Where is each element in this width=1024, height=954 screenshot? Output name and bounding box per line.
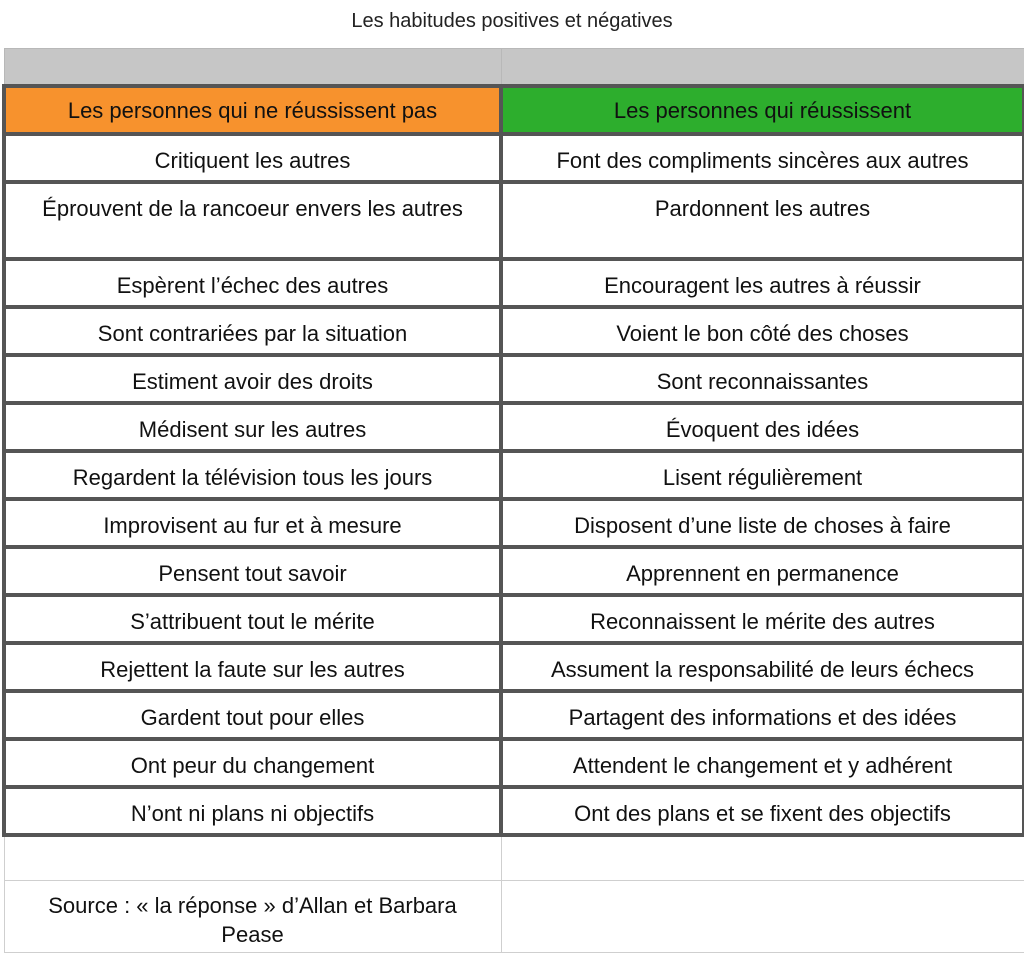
header-row: [4, 86, 1024, 134]
header-successful: Les personnes qui réussissent: [501, 86, 1024, 134]
table-row: [4, 691, 1024, 739]
cell-successful: Voient le bon côté des choses: [501, 307, 1024, 355]
top-band-row: [4, 49, 1024, 86]
source-citation: Source : « la réponse » d’Allan et Barbara Pease: [4, 881, 501, 953]
cell-successful: Assument la responsabilité de leurs échecs: [501, 643, 1024, 691]
table-row: [4, 787, 1024, 835]
table-row: [4, 307, 1024, 355]
cell-successful: Ont des plans et se fixent des objectifs: [501, 787, 1024, 835]
top-band-cell: [4, 49, 501, 86]
cell-successful: Attendent le changement et y adhérent: [501, 739, 1024, 787]
empty-row: [4, 835, 1024, 881]
table-row: [4, 182, 1024, 259]
habits-table: [2, 48, 1024, 953]
cell-unsuccessful: S’attribuent tout le mérite: [4, 595, 501, 643]
table-row: [4, 499, 1024, 547]
header-unsuccessful: Les personnes qui ne réussissent pas: [4, 86, 501, 134]
cell-successful: Pardonnent les autres: [501, 182, 1024, 259]
cell-unsuccessful: Gardent tout pour elles: [4, 691, 501, 739]
cell-successful: Apprennent en permanence: [501, 547, 1024, 595]
cell-unsuccessful: Rejettent la faute sur les autres: [4, 643, 501, 691]
source-row: [4, 881, 1024, 953]
table-row: [4, 595, 1024, 643]
top-band-cell: [501, 49, 1024, 86]
cell-unsuccessful: Éprouvent de la rancoeur envers les autres: [4, 182, 501, 259]
table-row: [4, 643, 1024, 691]
cell-successful: Encouragent les autres à réussir: [501, 259, 1024, 307]
cell-unsuccessful: Improvisent au fur et à mesure: [4, 499, 501, 547]
cell-unsuccessful: N’ont ni plans ni objectifs: [4, 787, 501, 835]
cell-unsuccessful: Médisent sur les autres: [4, 403, 501, 451]
cell-unsuccessful: Ont peur du changement: [4, 739, 501, 787]
empty-cell: [501, 881, 1024, 953]
cell-unsuccessful: Sont contrariées par la situation: [4, 307, 501, 355]
table-row: [4, 259, 1024, 307]
cell-unsuccessful: Espèrent l’échec des autres: [4, 259, 501, 307]
cell-unsuccessful: Regardent la télévision tous les jours: [4, 451, 501, 499]
cell-successful: Font des compliments sincères aux autres: [501, 134, 1024, 182]
table-row: [4, 134, 1024, 182]
empty-cell: [501, 835, 1024, 881]
cell-unsuccessful: Pensent tout savoir: [4, 547, 501, 595]
table-row: [4, 355, 1024, 403]
table-row: [4, 403, 1024, 451]
cell-successful: Lisent régulièrement: [501, 451, 1024, 499]
cell-successful: Reconnaissent le mérite des autres: [501, 595, 1024, 643]
table-row: [4, 451, 1024, 499]
cell-unsuccessful: Estiment avoir des droits: [4, 355, 501, 403]
table-row: [4, 739, 1024, 787]
cell-successful: Évoquent des idées: [501, 403, 1024, 451]
empty-cell: [4, 835, 501, 881]
cell-successful: Sont reconnaissantes: [501, 355, 1024, 403]
cell-unsuccessful: Critiquent les autres: [4, 134, 501, 182]
cell-successful: Partagent des informations et des idées: [501, 691, 1024, 739]
table-row: [4, 547, 1024, 595]
cell-successful: Disposent d’une liste de choses à faire: [501, 499, 1024, 547]
page-title: Les habitudes positives et négatives: [351, 10, 673, 32]
